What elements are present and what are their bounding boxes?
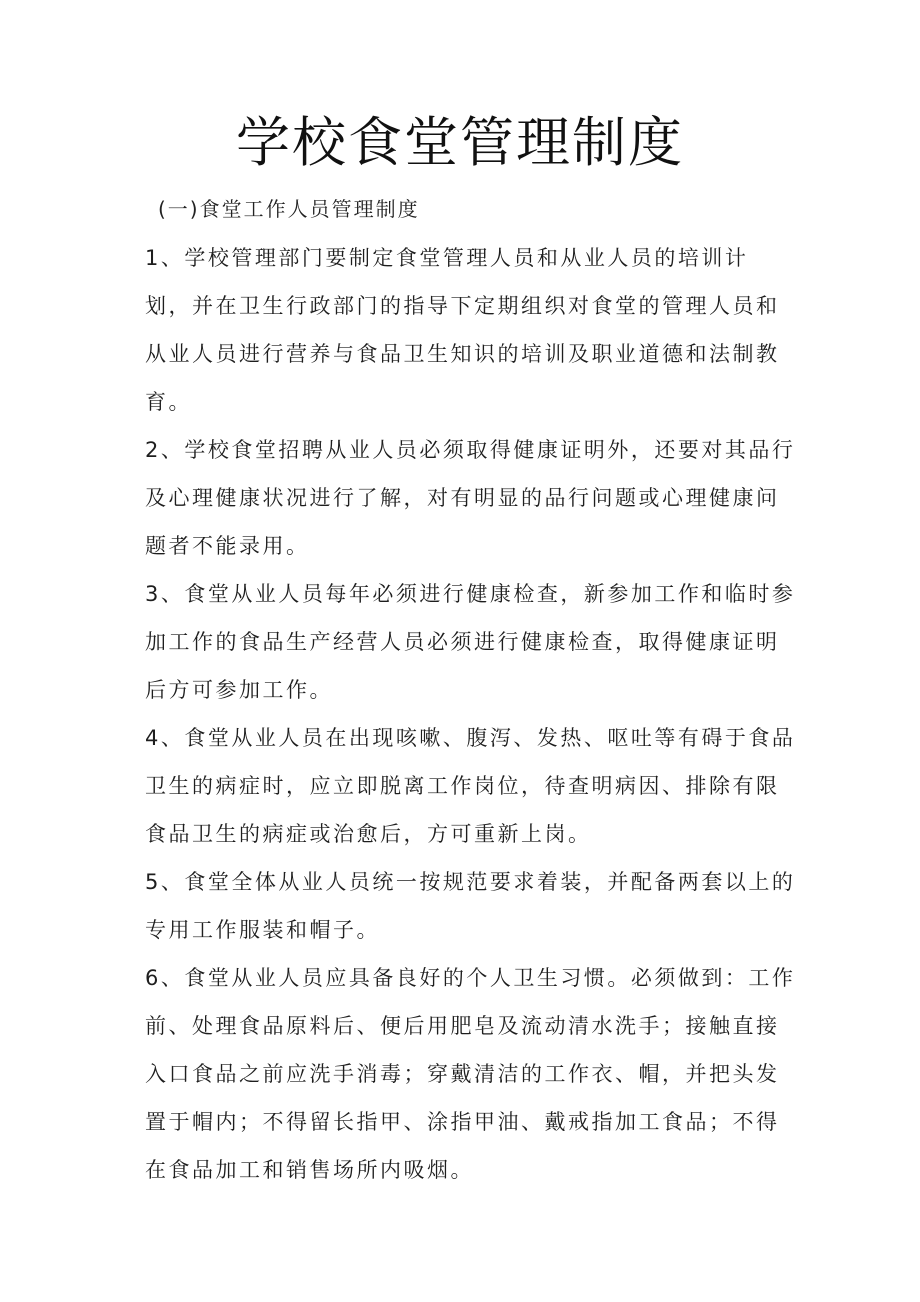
paragraph-line: 4、食堂从业人员在出现咳嗽、腹泻、发热、呕吐等有碍于食品 [145, 726, 796, 750]
paragraph-3 [145, 570, 796, 714]
section-heading: (一)食堂工作人员管理制度 [158, 197, 420, 221]
paragraph-line: 题者不能录用。 [145, 534, 310, 558]
paragraph-line: 5、食堂全体从业人员统一按规范要求着装，并配备两套以上的 [145, 870, 796, 894]
paragraph-line: 加工作的食品生产经营人员必须进行健康检查，取得健康证明 [145, 630, 780, 654]
page-title: 学校食堂管理制度 [236, 111, 684, 174]
paragraph-line: 及心理健康状况进行了解，对有明显的品行问题或心理健康问 [145, 486, 780, 510]
paragraph-line: 后方可参加工作。 [145, 678, 333, 702]
paragraph-1 [145, 234, 785, 426]
paragraph-line: 从业人员进行营养与食品卫生知识的培训及职业道德和法制教 [145, 342, 780, 366]
paragraph-line: 卫生的病症时，应立即脱离工作岗位，待查明病因、排除有限 [145, 774, 780, 798]
paragraph-line: 置于帽内；不得留长指甲、涂指甲油、戴戒指加工食品；不得 [145, 1110, 780, 1134]
paragraph-2 [145, 426, 796, 570]
paragraph-line: 在食品加工和销售场所内吸烟。 [145, 1158, 474, 1182]
paragraph-line: 3、食堂从业人员每年必须进行健康检查，新参加工作和临时参 [145, 582, 796, 606]
paragraph-5 [145, 858, 796, 954]
paragraph-line: 2、学校食堂招聘从业人员必须取得健康证明外，还要对其品行 [145, 438, 796, 462]
document-body [145, 234, 796, 1194]
paragraph-6 [145, 954, 796, 1194]
paragraph-4 [145, 714, 796, 858]
paragraph-line: 专用工作服装和帽子。 [145, 918, 380, 942]
paragraph-line: 前、处理食品原料后、便后用肥皂及流动清水洗手；接触直接 [145, 1014, 780, 1038]
paragraph-line: 6、食堂从业人员应具备良好的个人卫生习惯。必须做到：工作 [145, 966, 796, 990]
paragraph-line: 划，并在卫生行政部门的指导下定期组织对食堂的管理人员和 [145, 294, 780, 318]
paragraph-line: 1、学校管理部门要制定食堂管理人员和从业人员的培训计 [145, 246, 749, 270]
paragraph-line: 入口食品之前应洗手消毒；穿戴清洁的工作衣、帽，并把头发 [145, 1062, 780, 1086]
paragraph-line: 食品卫生的病症或治愈后，方可重新上岗。 [145, 822, 592, 846]
paragraph-line: 育。 [145, 390, 192, 414]
